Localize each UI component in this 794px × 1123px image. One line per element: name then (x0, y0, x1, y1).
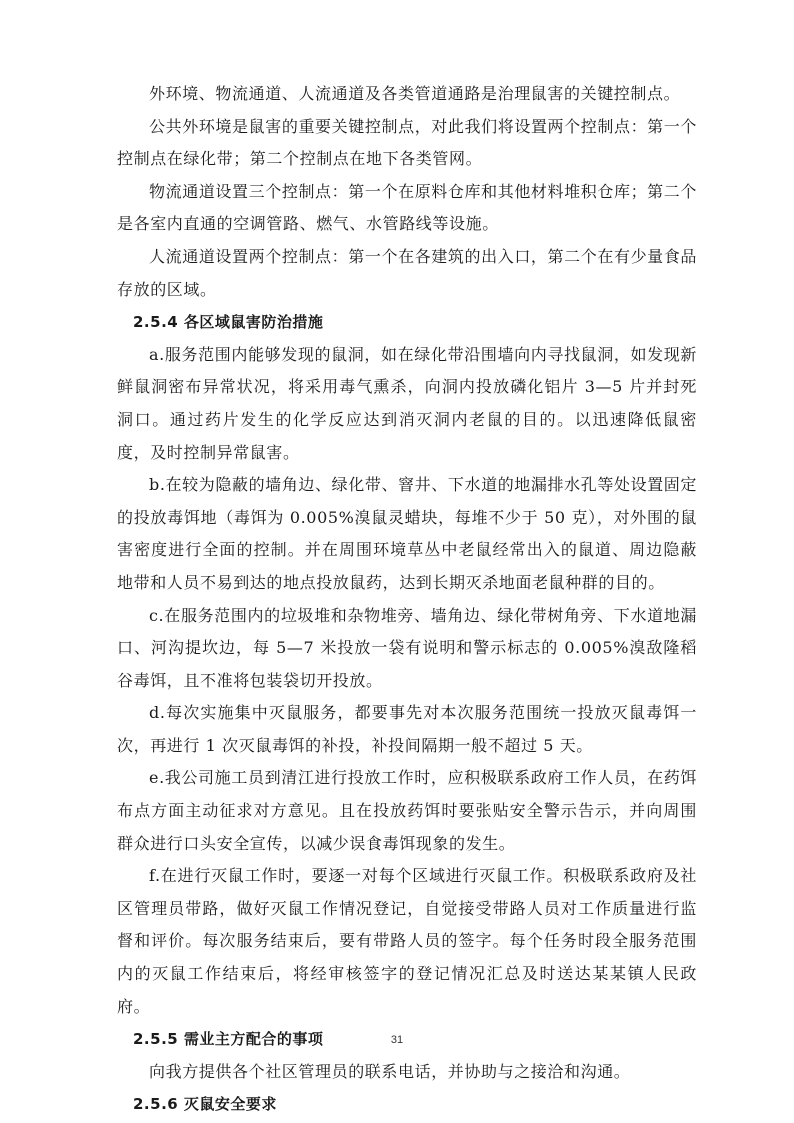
paragraph-measure-c: c.在服务范围内的垃圾堆和杂物堆旁、墙角边、绿化带树角旁、下水道地漏口、河沟提坎边，每 5—7 米投放一袋有说明和警示标志的 0.005%溴敌隆稻谷毒饵，且不准将包装袋切开投放。 (117, 605, 697, 690)
paragraph-key-control-points: 外环境、物流通道、人流通道及各类管道通路是治理鼠害的关键控制点。 (149, 84, 681, 103)
section-heading-2-5-5: 2.5.5 需业主方配合的事项 (133, 1030, 324, 1049)
page-number: 31 (390, 1034, 404, 1046)
section-heading-2-5-6: 2.5.6 灭鼠安全要求 (133, 1095, 277, 1114)
paragraph-logistics-channel: 物流通道设置三个控制点：第一个在原料仓库和其他材料堆积仓库；第二个是各室内直通的空调管路、燃气、水管路线等设施。 (117, 181, 697, 234)
paragraph-measure-d: d.每次实施集中灭鼠服务，都要事先对本次服务范围统一投放灭鼠毒饵一次，再进行 1 次灭鼠毒饵的补投，补投间隔期一般不超过 5 天。 (117, 703, 697, 755)
section-heading-2-5-4: 2.5.4 各区域鼠害防治措施 (133, 313, 324, 332)
paragraph-measure-a: a.服务范围内能够发现的鼠洞，如在绿化带沿围墙向内寻找鼠洞，如发现新鲜鼠洞密布异常状况，将采用毒气熏杀，向洞内投放磷化铝片 3—5 片并封死洞口。通过药片发生的化学反应达到消灭洞内老鼠的目的。以迅速降低鼠密度，及时控制异常鼠害。 (117, 344, 697, 462)
paragraph-public-environment: 公共外环境是鼠害的重要关键控制点，对此我们将设置两个控制点：第一个控制点在绿化带；第二个控制点在地下各类管网。 (117, 116, 697, 169)
paragraph-measure-b: b.在较为隐蔽的墙角边、绿化带、窨井、下水道的地漏排水孔等处设置固定的投放毒饵地（毒饵为 0.005%溴鼠灵蜡块，每堆不少于 50 克），对外围的鼠害密度进行全面的控制。并在周围环境草丛中老鼠经常出入的鼠道、周边隐蔽地带和人员不易到达的地点投放鼠药，达到长期灭杀地面老鼠种群的目的。 (117, 475, 697, 592)
paragraph-measure-f: f.在进行灭鼠工作时，要逐一对每个区域进行灭鼠工作。积极联系政府及社区管理员带路，做好灭鼠工作情况登记，自觉接受带路人员对工作质量进行监督和评价。每次服务结束后，要有带路人员的签字。每个任务时段全服务范围内的灭鼠工作结束后，将经审核签字的登记情况汇总及时送达某某镇人民政府。 (117, 866, 697, 1016)
paragraph-measure-e: e.我公司施工员到清江进行投放工作时，应积极联系政府工作人员，在药饵布点方面主动征求对方意见。且在投放药饵时要张贴安全警示告示，并向周围群众进行口头安全宣传，以减少误食毒饵现象的发生。 (117, 768, 697, 853)
paragraph-pedestrian-channel: 人流通道设置两个控制点：第一个在各建筑的出入口，第二个在有少量食品存放的区域。 (117, 246, 697, 299)
document-page (117, 78, 697, 1121)
paragraph-owner-cooperation: 向我方提供各个社区管理员的联系电话，并协助与之接洽和沟通。 (149, 1061, 631, 1081)
